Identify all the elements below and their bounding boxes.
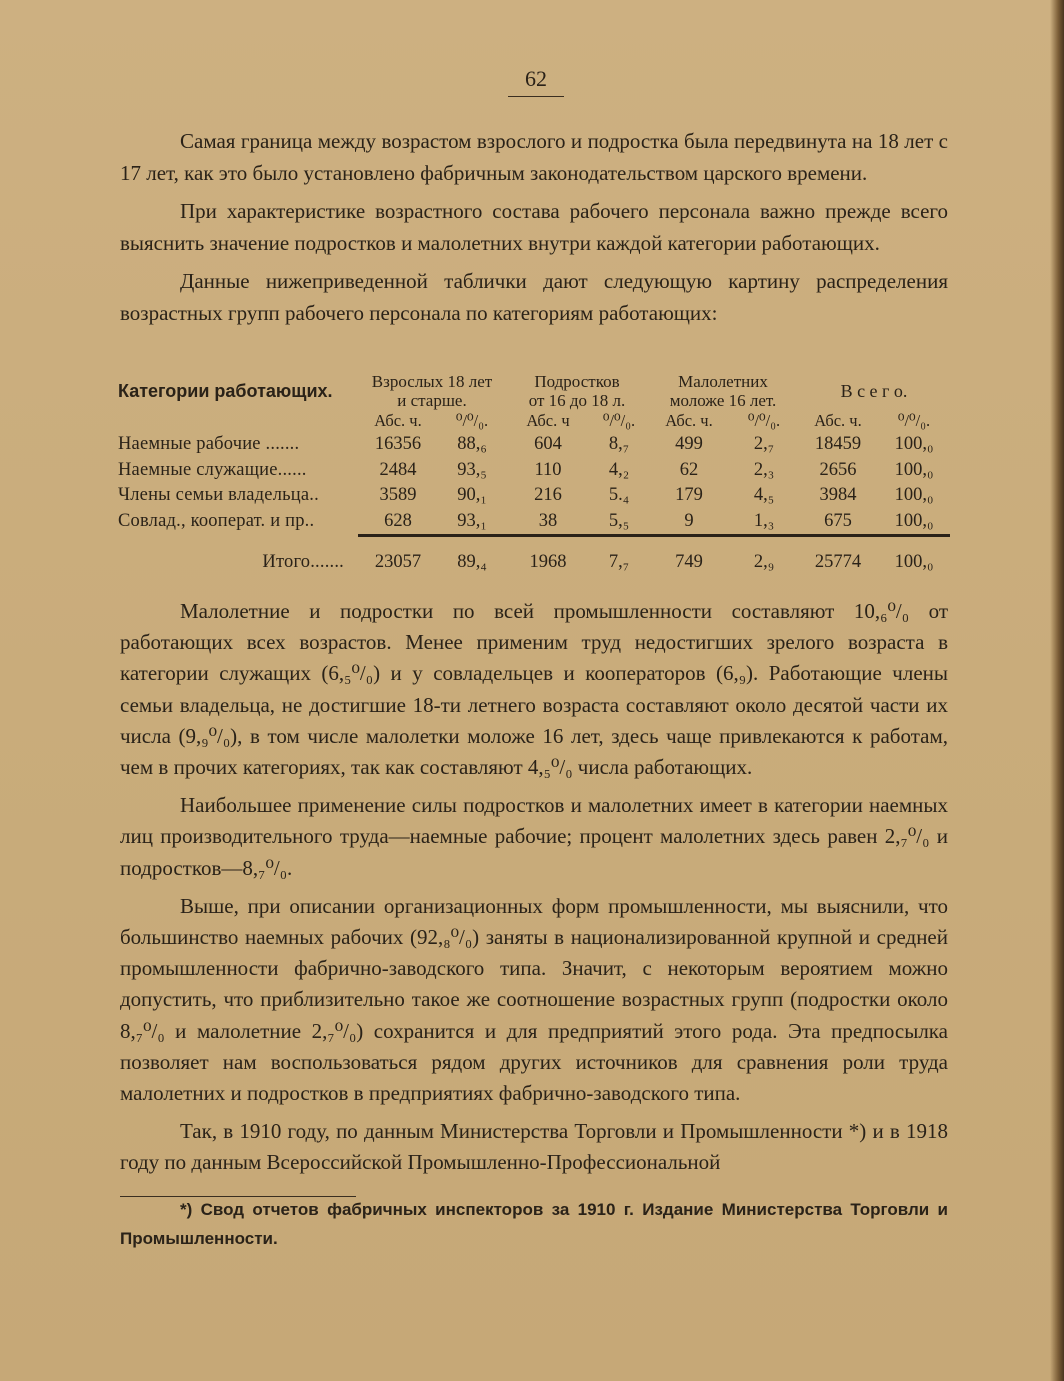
subheader-pct: ⁰/⁰/₀. bbox=[455, 411, 489, 430]
cell: 90,₁ bbox=[457, 485, 487, 505]
cell: 675 bbox=[824, 510, 852, 531]
page-number-rule bbox=[508, 96, 564, 97]
footnote bbox=[120, 1195, 948, 1253]
table-total-rule bbox=[118, 536, 950, 544]
cell: 2,₇ bbox=[753, 434, 775, 454]
footnote-text: *) Свод отчетов фабричных инспекторов за 1910 г. Издание Министерства Торговли и Промышленности. bbox=[120, 1200, 948, 1248]
subheader-abs: Абс. ч. bbox=[374, 411, 422, 430]
cell: 5.₄ bbox=[608, 485, 630, 505]
paragraph: Выше, при описании организационных форм промышленности, мы выяснили, что большинство наемных рабочих (92,₈⁰/₀) заняты в национализированной крупной и средней промышленности фабрично-заводского типа. Значит, с некоторым вероятием можно допустить, что приблизительно такое же соотношение возрастных групп (подростки около 8,₇⁰/₀ и малолетние 2,₇⁰/₀) сохранится и для предприятий этого рода. Эта предпосылка позволяет нам воспользоваться рядом других источников для сравнения роли труда малолетних и подростков в предприятиях фабрично-заводского типа. bbox=[120, 893, 948, 1106]
cell: 38 bbox=[538, 510, 558, 531]
cell: 749 bbox=[675, 552, 703, 572]
cell: 4,₅ bbox=[753, 485, 775, 505]
intro-text bbox=[120, 126, 948, 329]
paragraph: Малолетние и подростки по всей промышленности составляют 10,₆⁰/₀ от работающих всех возрастов. Менее применим труд недостигших зрелого возраста в категории служащих (6,₅⁰/₀) и у совладельцев и кооператоров (6,₉). Работающие члены семьи владельца, не достигшие 18-ти летнего возраста составляют около десятой части их числа (9,₉⁰/₀), в том числе малолетки моложе 16 лет, здесь чаще привлекаются к работам, чем в прочих категориях, так как составляют 4,₅⁰/₀ числа работающих. bbox=[120, 599, 948, 780]
cell: 5,₅ bbox=[608, 510, 630, 531]
paragraph: При характеристике возрастного состава рабочего персонала важно прежде всего выяснить значение подростков и малолетних внутри каждой категории работающих. bbox=[120, 199, 948, 255]
cell: 216 bbox=[534, 485, 562, 505]
group-header-minors-line1: Малолетних bbox=[678, 372, 768, 391]
body-text bbox=[120, 596, 948, 1179]
age-distribution-table bbox=[118, 372, 950, 581]
cell: 7,₇ bbox=[608, 552, 630, 572]
subheader-abs: Абс. ч. bbox=[814, 411, 862, 430]
cell: 62 bbox=[679, 459, 699, 480]
group-header-minors-line2: моложе 16 лет. bbox=[669, 391, 777, 410]
table-row bbox=[118, 509, 950, 536]
cell: 1968 bbox=[529, 552, 567, 572]
table-row bbox=[118, 432, 950, 458]
cell: 499 bbox=[675, 434, 703, 454]
cell: 88,₆ bbox=[457, 434, 487, 454]
cell: 18459 bbox=[814, 434, 862, 454]
subheader-abs: Абс. ч. bbox=[665, 411, 713, 430]
cell: 604 bbox=[534, 434, 562, 454]
cell: 1,₃ bbox=[753, 510, 775, 531]
cell: 2,₉ bbox=[753, 552, 775, 572]
cell: 2,₃ bbox=[753, 459, 775, 480]
cell: 2484 bbox=[379, 459, 417, 480]
cell: 3589 bbox=[379, 485, 417, 505]
paragraph: Данные нижеприведенной таблички дают следующую картину распределения возрастных групп рабочего персонала по категориям работающих: bbox=[120, 269, 948, 325]
cell: 16356 bbox=[374, 434, 422, 454]
row-category: Совлад., кооперат. и пр.. bbox=[118, 511, 315, 532]
subheader-pct: ⁰/⁰/₀. bbox=[602, 411, 636, 430]
group-header-teens-line1: Подростков bbox=[534, 372, 620, 391]
group-header-total: В с е г о. bbox=[840, 380, 908, 401]
paragraph: Так, в 1910 году, по данным Министерства Торговли и Промышленности *) и в 1918 году по данным Всероссийской Промышленно-Профессиональной bbox=[120, 1119, 948, 1175]
cell: 628 bbox=[384, 510, 412, 531]
subheader-abs: Абс. ч bbox=[526, 411, 570, 430]
page-edge-shadow bbox=[1050, 0, 1064, 1381]
cell: 9 bbox=[684, 510, 694, 531]
cell: 100,₀ bbox=[894, 434, 934, 454]
group-header-adults-line1: Взрослых 18 лет bbox=[371, 372, 493, 391]
cell: 93,₁ bbox=[457, 510, 487, 531]
subheader-pct: ⁰/⁰/₀. bbox=[747, 411, 781, 430]
cell: 2656 bbox=[819, 459, 857, 480]
row-category: Наемные рабочие ....... bbox=[118, 434, 300, 454]
cell: 110 bbox=[534, 459, 562, 480]
cell: 93,₅ bbox=[457, 459, 487, 480]
paragraph: Самая граница между возрастом взрослого и подростка была передвинута на 18 лет с 17 лет, как это было установлено фабричным законодательством царского времени. bbox=[120, 129, 948, 185]
row-category: Члены семьи владельца.. bbox=[118, 485, 319, 505]
cell: 100,₀ bbox=[894, 552, 934, 572]
cell: 25774 bbox=[814, 552, 862, 572]
subheader-pct: ⁰/⁰/₀. bbox=[897, 411, 931, 430]
row-category: Наемные служащие...... bbox=[118, 459, 307, 480]
cell: 4,₂ bbox=[608, 459, 630, 480]
cell: 23057 bbox=[374, 552, 422, 572]
cell: 100,₀ bbox=[894, 485, 934, 505]
cell: 179 bbox=[675, 485, 703, 505]
table-row bbox=[118, 483, 950, 509]
group-header-teens-line2: от 16 до 18 л. bbox=[528, 391, 626, 410]
cell: 3984 bbox=[819, 485, 857, 505]
cell: 89,₄ bbox=[457, 552, 487, 572]
cell: 100,₀ bbox=[894, 459, 934, 480]
category-column-header: Категории работающих. bbox=[118, 380, 333, 401]
page-number: 62 bbox=[525, 66, 547, 91]
table-row bbox=[118, 458, 950, 484]
paragraph: Наибольшее применение силы подростков и малолетних имеет в категории наемных лиц производительного труда—наемные рабочие; процент малолетних здесь равен 2,₇⁰/₀ и подростков—8,₇⁰/₀. bbox=[120, 793, 948, 880]
cell: 8,₇ bbox=[608, 434, 630, 454]
total-label: Итого....... bbox=[262, 552, 344, 572]
group-header-adults-line2: и старше. bbox=[397, 391, 467, 410]
table-total-row bbox=[118, 543, 950, 581]
cell: 100,₀ bbox=[894, 510, 934, 531]
